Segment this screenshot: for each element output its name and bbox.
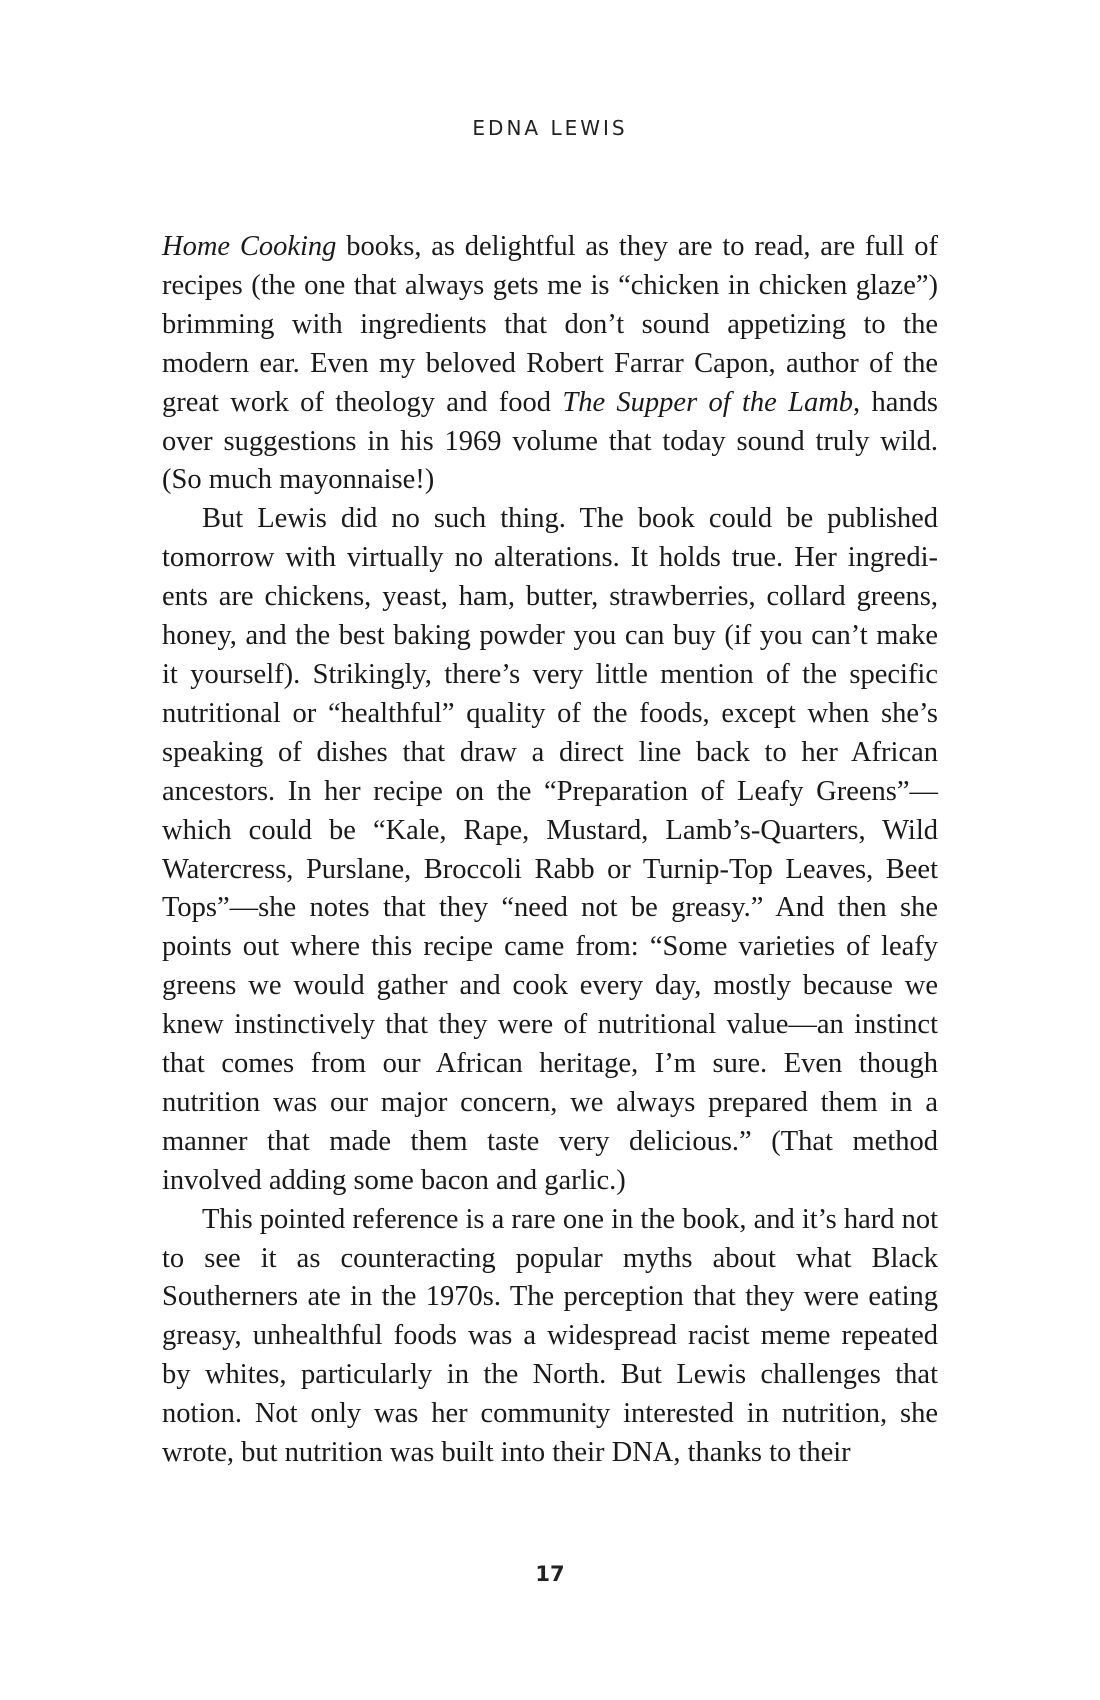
paragraph-3: This pointed reference is a rare one in the book, and it’s hard not to see it as counteracting popular myths about what Black Southerners ate in the 1970s. The perception that they were eating greasy, unhealthful foods was a widespread racist meme repeated by whites, particularly in the North. But Lewis challenges that notion. Not only was her community interested in nutrition, she wrote, but nutrition was built into their DNA, thanks to their: [162, 1203, 939, 1469]
book-title-supper-of-the-lamb: The Supper of the Lamb: [562, 386, 854, 418]
paragraph-1: [162, 228, 938, 500]
paragraph-1-text-a: books, as delightful as they are to read, are full of recipes (the one that always gets me is “chicken in chicken glaze”) brimming with ingredients that don’t sound appetizing to the modern ear. Even my beloved Robert Farrar Capon, author of the great work of theology and food: [162, 231, 938, 418]
body-text: [162, 228, 938, 1473]
paragraph-2: But Lewis did no such thing. The book could be published tomorrow with virtually no alterations. It holds true. Her ingredients are chickens, yeast, ham, butter, strawberries, collard greens, honey, and the best baking powder you can buy (if you can’t make it yourself). Strikingly, there’s very little mention of the specific nutritional or “healthful” quality of the foods, except when she’s speaking of dishes that draw a direct line back to her African ancestors. In her recipe on the “Preparation of Leafy Greens”—which could be “Kale, Rape, Mustard, Lamb’s-Quarters, Wild Watercress, Purslane, Broccoli Rabb or Turnip-Top Leaves, Beet Tops”—she notes that they “need not be greasy.” And then she points out where this recipe came from: “Some varieties of leafy greens we would gather and cook every day, mostly because we knew instinctively that they were of nutritional value—an instinct that comes from our African heritage, I’m sure. Even though nutrition was our major concern, we always prepared them in a manner that made them taste very delicious.” (That method involved adding some bacon and garlic.): [162, 503, 938, 1196]
running-head: EDNA LEWIS: [472, 116, 628, 140]
book-title-home-cooking: Home Cooking: [162, 231, 337, 262]
paragraph-1-text-b: , hands over suggestions in his 1969 volume that today sound truly wild. (So much mayonnaise!): [162, 386, 938, 496]
page-number: 17: [535, 1562, 565, 1586]
